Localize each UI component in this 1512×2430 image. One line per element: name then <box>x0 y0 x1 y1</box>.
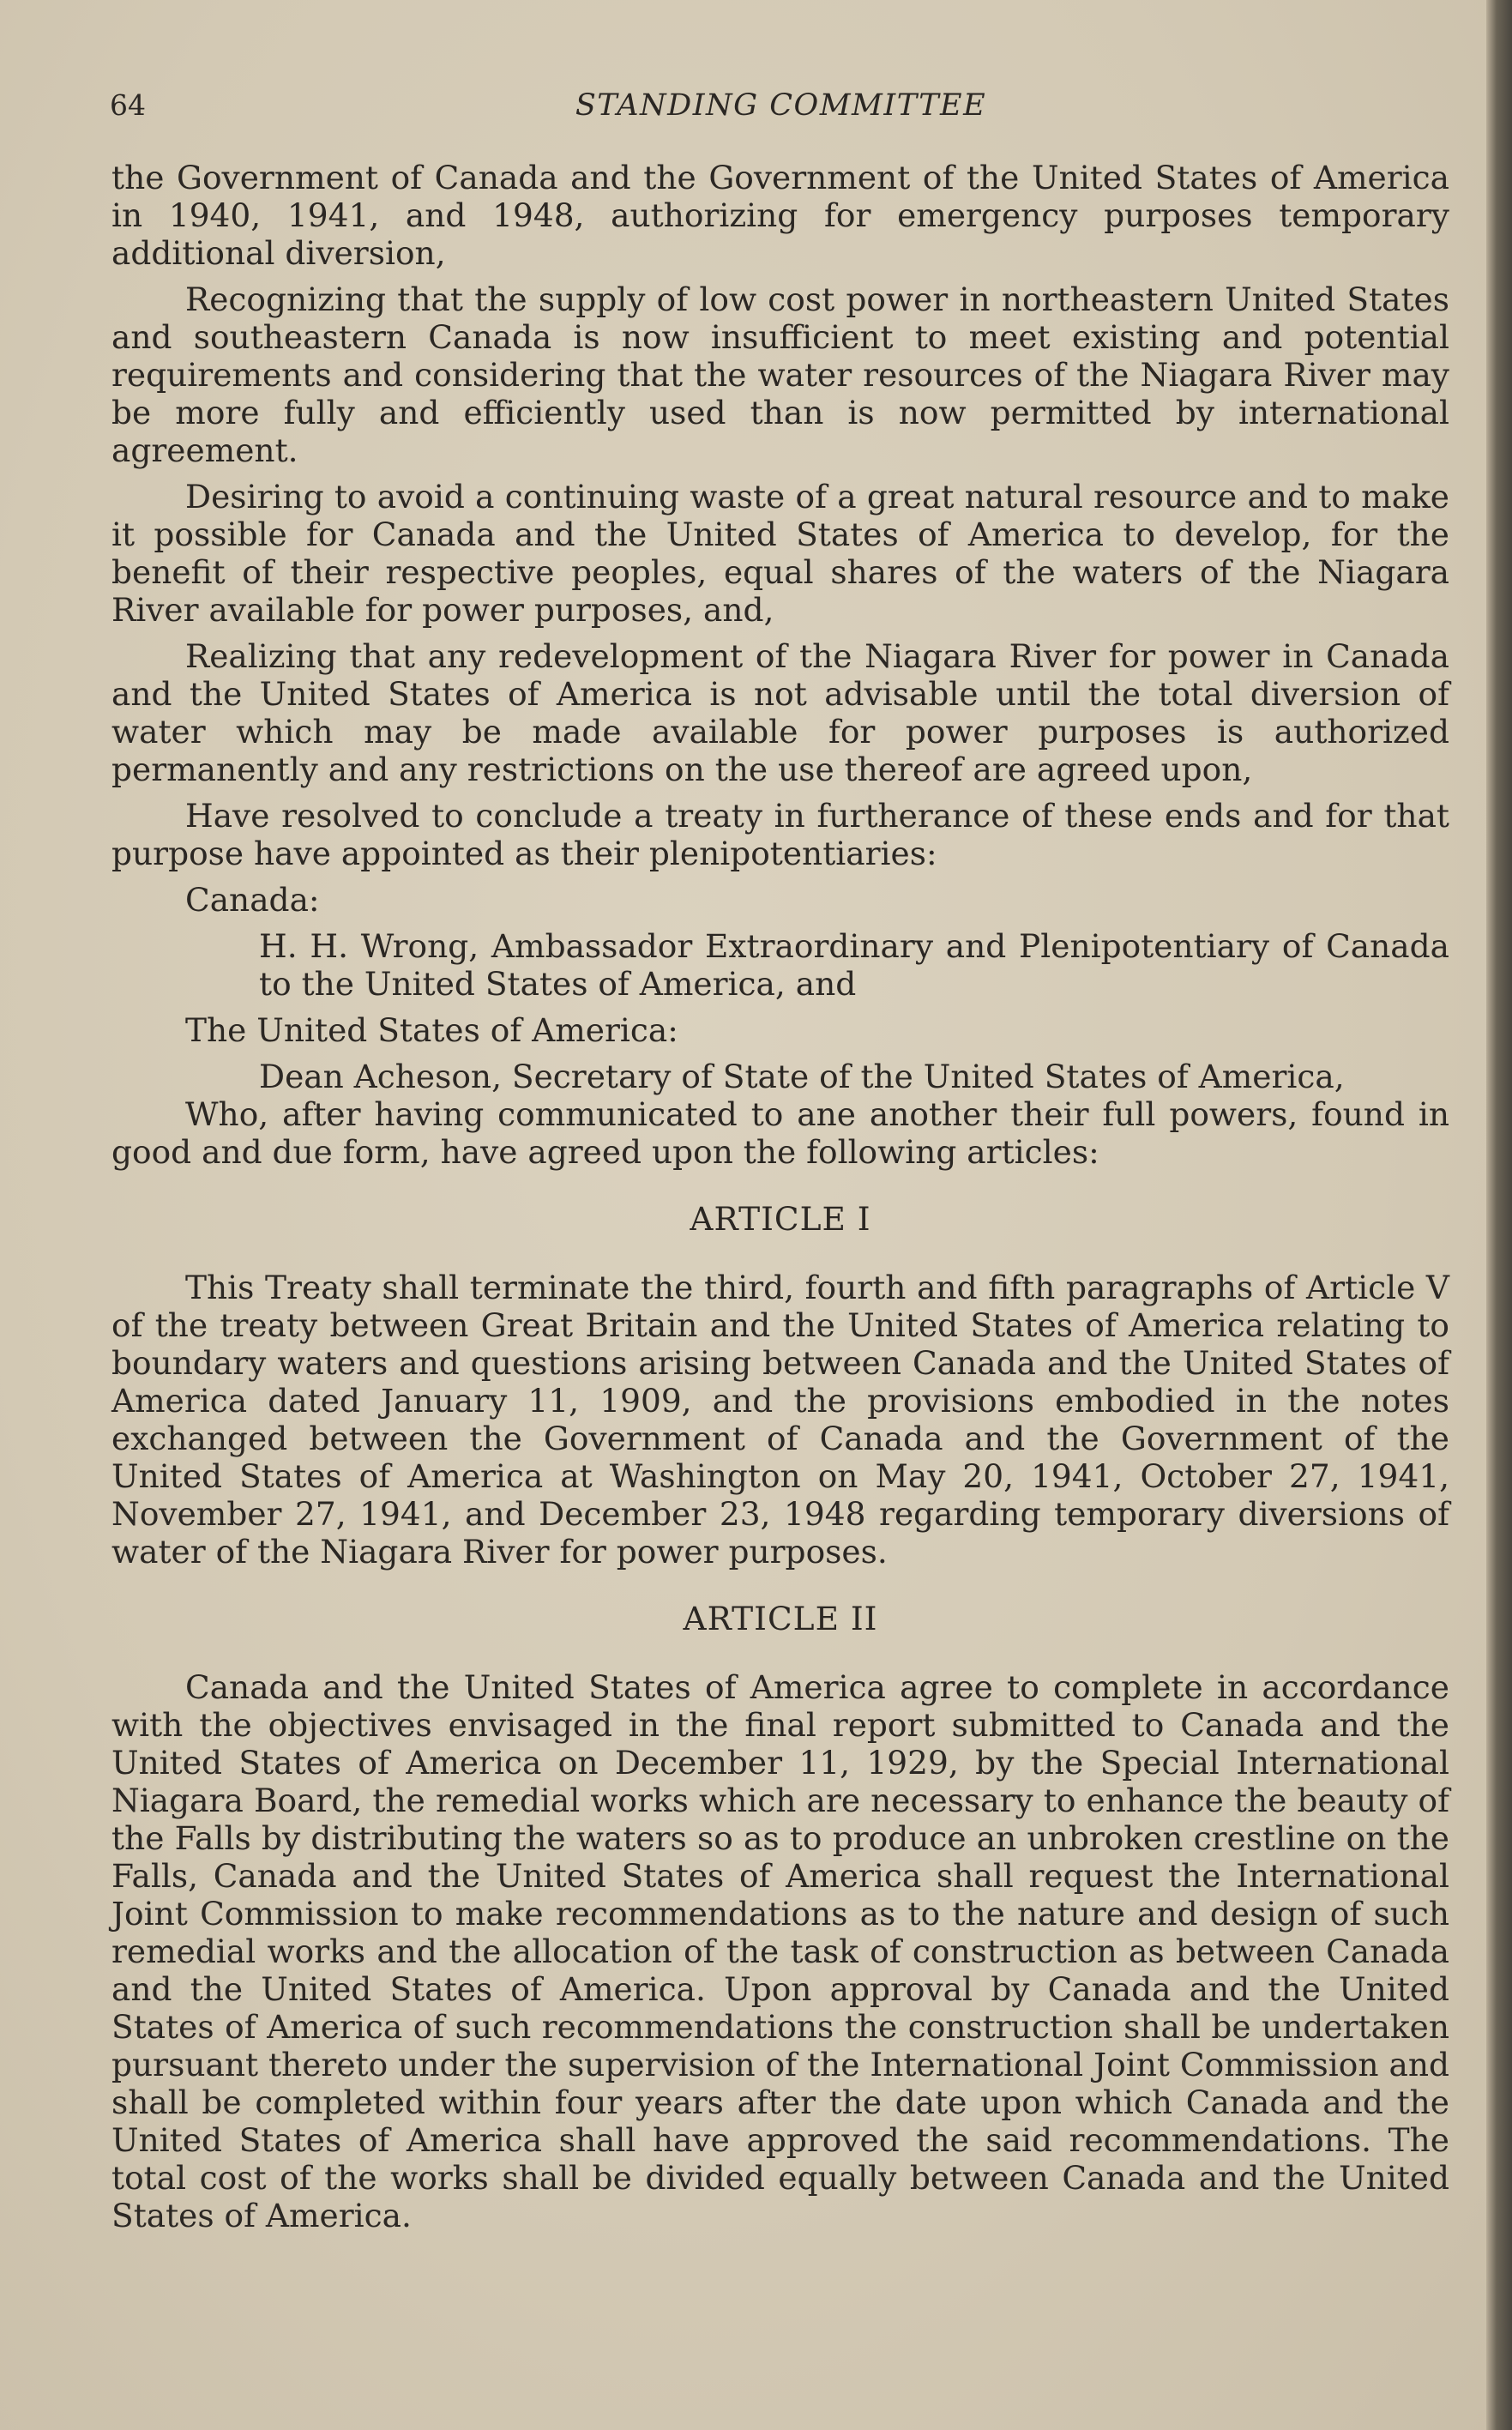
preamble-continuation: the Government of Canada and the Government of the United States of America in 1940, 1941, and 1948, authorizing for emergency purposes temporary additional diversion, <box>111 159 1449 272</box>
article-heading: ARTICLE I <box>690 1200 871 1238</box>
preamble-recognizing: Recognizing that the supply of low cost power in northeastern United States and southeastern Canada is now insufficient to meet existing and potential requirements and considering that the water resources of the Niagara River may be more fully and efficiently used than is now permitted by international agreement. <box>111 280 1449 469</box>
page-header <box>110 88 1452 126</box>
body-text <box>111 159 1449 2243</box>
plenipotentiaries-closing: Who, after having communicated to ane another their full powers, found in good and due form, have agreed upon the following articles: <box>111 1095 1449 1171</box>
delegate-usa: Dean Acheson, Secretary of State of the United States of America, <box>259 1058 1345 1095</box>
preamble-resolved: Have resolved to conclude a treaty in furtherance of these ends and for that purpose have appointed as their plenipotentiaries: <box>111 797 1449 872</box>
page-number: 64 <box>110 88 146 122</box>
article-text: Canada and the United States of America agree to complete in accordance with the objectives envisaged in the final report submitted to Canada and the United States of America on December 11, 1929, by the Special International Niagara Board, the remedial works which are necessary to enhance the beauty of the Falls by distributing the waters so as to produce an unbroken crestline on the Falls, Canada and the United States of America shall request the International Joint Commission to make recommendations as to the nature and design of such remedial works and the allocation of the task of construction as between Canada and the United States of America. Upon approval by Canada and the United States of America of such recommendations the construction shall be undertaken pursuant thereto under the supervision of the International Joint Commission and shall be completed within four years after the date upon which Canada and the United States of America shall have approved the said recommendations. The total cost of the works shall be divided equally between Canada and the United States of America. <box>111 1668 1449 2234</box>
article-text: This Treaty shall terminate the third, fourth and fifth paragraphs of Article V of the treaty between Great Britain and the United States of America relating to boundary waters and questions arising between Canada and the United States of America dated January 11, 1909, and the provisions embodied in the notes exchanged between the Government of Canada and the Government of the United States of America at Washington on May 20, 1941, October 27, 1941, November 27, 1941, and December 23, 1948 regarding temporary diversions of water of the Niagara River for power purposes. <box>111 1269 1449 1571</box>
running-head: STANDING COMMITTEE <box>575 88 987 123</box>
binding-edge <box>1486 0 1512 2430</box>
preamble-realizing: Realizing that any redevelopment of the Niagara River for power in Canada and the United States of America is not advisable until the total diversion of water which may be made available for power purposes is authorized permanently and any restrictions on the use thereof are agreed upon, <box>111 637 1449 788</box>
delegate-canada: H. H. Wrong, Ambassador Extraordinary and Plenipotentiary of Canada to the United States of America, and <box>259 927 1449 1003</box>
article-heading: ARTICLE II <box>683 1600 878 1637</box>
party-label-usa: The United States of America: <box>185 1011 678 1049</box>
preamble-desiring: Desiring to avoid a continuing waste of a great natural resource and to make it possible for Canada and the United States of America to develop, for the benefit of their respective peoples, equal shares of the waters of the Niagara River available for power purposes, and, <box>111 478 1449 629</box>
party-label-canada: Canada: <box>185 881 320 919</box>
